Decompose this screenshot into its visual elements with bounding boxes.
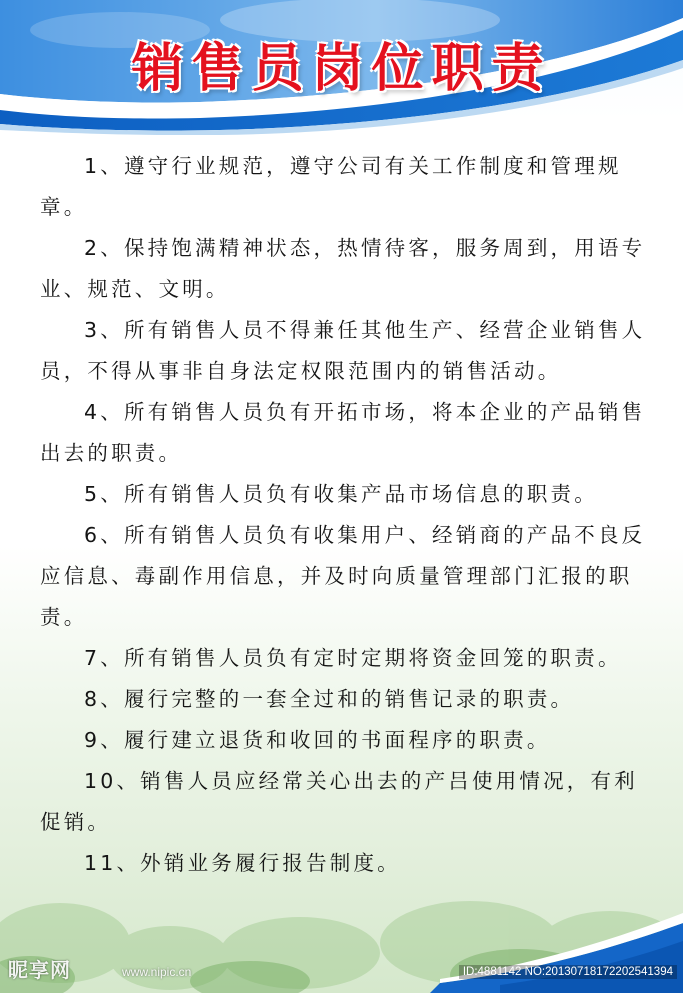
duty-item-4: 4、所有销售人员负有开拓市场，将本企业的产品销售出去的职责。	[40, 400, 646, 465]
duty-item-8: 8、履行完整的一套全过和的销售记录的职责。	[84, 687, 575, 711]
duty-item-11: 11、外销业务履行报告制度。	[84, 851, 401, 875]
duties-list	[40, 146, 652, 884]
duty-item-6: 6、所有销售人员负有收集用户、经销商的产品不良反应信息、毒副作用信息，并及时向质量管理部门汇报的职责。	[40, 523, 646, 629]
watermark-logo: 昵享网	[8, 958, 71, 982]
page-title: 销售员岗位职责	[131, 39, 552, 99]
duty-item-5: 5、所有销售人员负有收集产品市场信息的职责。	[84, 482, 598, 506]
duty-item-1: 1、遵守行业规范，遵守公司有关工作制度和管理规章。	[40, 154, 622, 219]
watermark-url: www.nipic.cn	[122, 965, 192, 979]
duty-item-9: 9、履行建立退货和收回的书面程序的职责。	[84, 728, 551, 752]
duty-item-2: 2、保持饱满精神状态，热情待客，服务周到，用语专业、规范、文明。	[40, 236, 646, 301]
watermark-id: ID:4881142 NO:20130718172202541394	[459, 965, 677, 979]
bottom-wave-band	[0, 913, 683, 993]
duty-item-3: 3、所有销售人员不得兼任其他生产、经营企业销售人员，不得从事非自身法定权限范围内的销售活动。	[40, 318, 646, 383]
duty-item-7: 7、所有销售人员负有定时定期将资金回笼的职责。	[84, 646, 622, 670]
duty-item-10: 10、销售人员应经常关心出去的产吕使用情况，有利促销。	[40, 769, 638, 834]
